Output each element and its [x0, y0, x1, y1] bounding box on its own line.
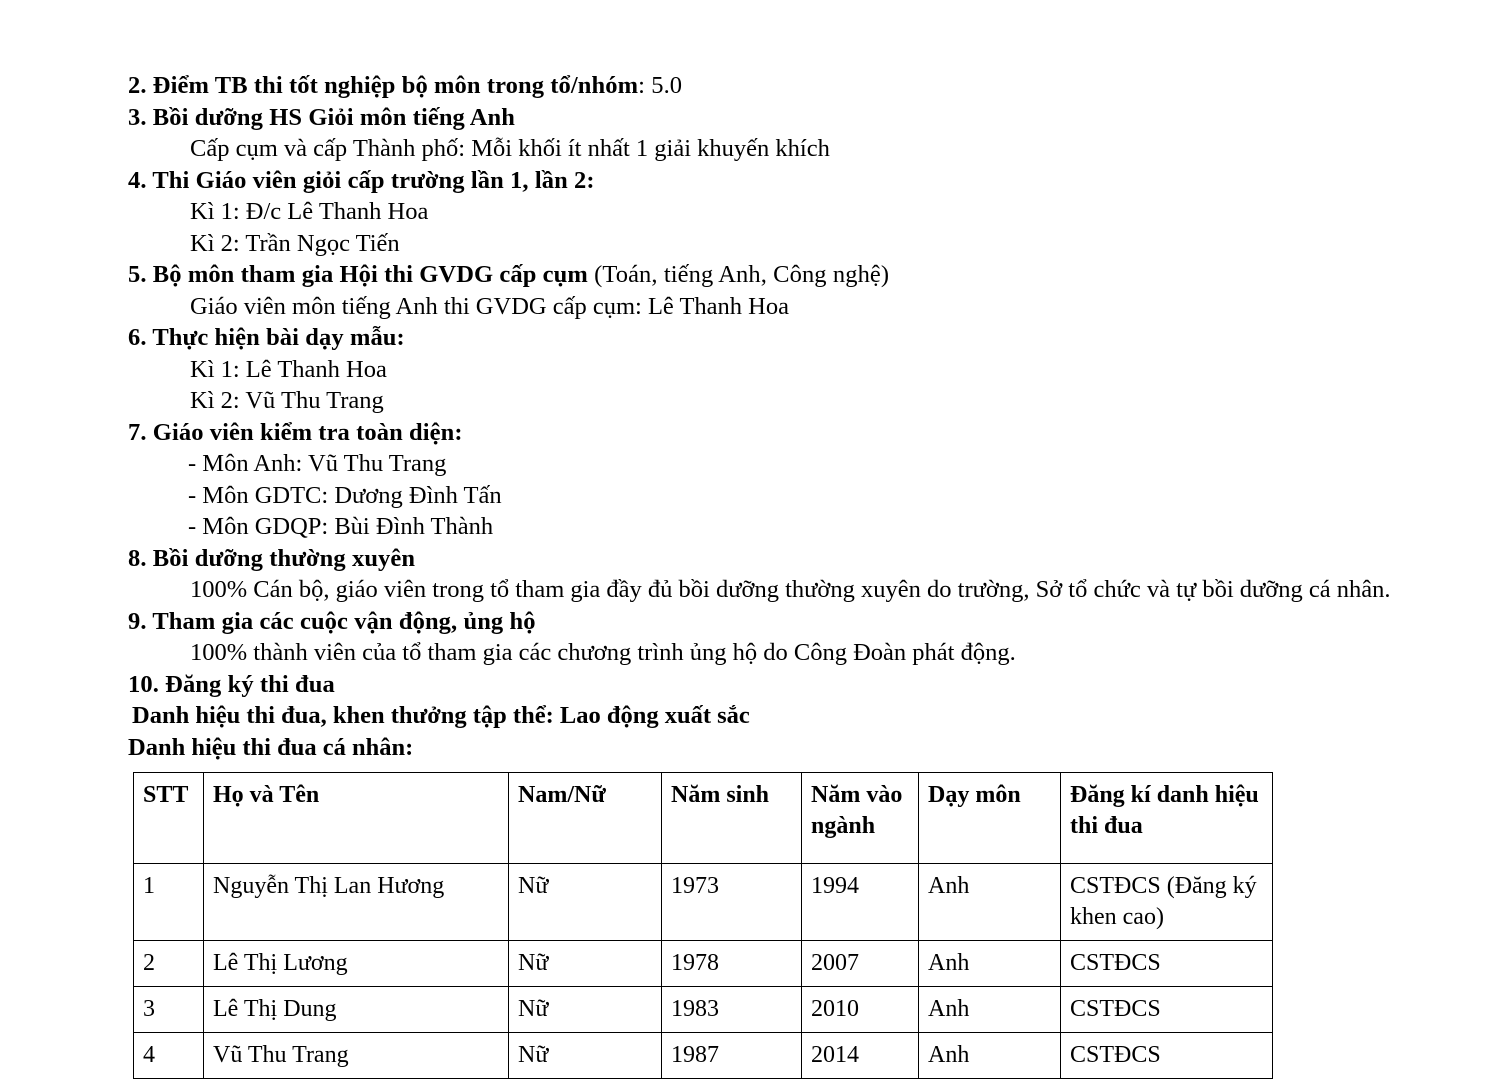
section-heading-bold-text: 6. Thực hiện bài dạy mẫu:: [128, 324, 405, 351]
cell-birth-year: 1987: [662, 1033, 802, 1079]
cell-name: Vũ Thu Trang: [204, 1033, 509, 1079]
section-heading-item-2: [128, 70, 1380, 102]
section-heading-item-6: [128, 322, 1380, 354]
section-detail-line: Kì 2: Trần Ngọc Tiến: [190, 229, 400, 257]
cell-sex: Nữ: [509, 941, 662, 987]
cell-start-year: 2007: [802, 941, 919, 987]
table-row: [134, 941, 1273, 987]
table-header-sex: Nam/Nữ: [509, 773, 662, 864]
cell-name: Lê Thị Lương: [204, 941, 509, 987]
individual-award-line: Danh hiệu thi đua cá nhân:: [128, 733, 414, 761]
table-row: [134, 987, 1273, 1033]
section-detail-line: - Môn GDQP: Bùi Đình Thành: [188, 513, 494, 540]
table-header-subject: Dạy môn: [919, 773, 1061, 864]
section-detail-line: Cấp cụm và cấp Thành phố: Mỗi khối ít nhất 1 giải khuyến khích: [190, 135, 830, 162]
section-heading-item-4: [128, 165, 1380, 197]
emulation-registration-table: [133, 772, 1273, 1079]
section-heading-bold-text: 7. Giáo viên kiểm tra toàn diện:: [128, 418, 463, 446]
cell-award: CSTĐCS: [1061, 941, 1273, 987]
section-heading-bold-text: 8. Bồi dưỡng thường xuyên: [128, 544, 416, 572]
section-heading-item-3: [128, 102, 1380, 134]
section-heading-bold-text: 4. Thi Giáo viên giỏi cấp trường lần 1, lần 2:: [128, 166, 595, 194]
section-detail-line: 100% Cán bộ, giáo viên trong tổ tham gia đầy đủ bồi dưỡng thường xuyên do trường, Sở tổ chức và tự bồi dưỡng cá nhân.: [190, 576, 1391, 603]
cell-sex: Nữ: [509, 1033, 662, 1079]
table-row: [134, 864, 1273, 941]
cell-name: Nguyễn Thị Lan Hương: [204, 864, 509, 941]
cell-sex: Nữ: [509, 864, 662, 941]
document-body: [0, 70, 1500, 763]
section-heading-item-5: [128, 259, 1380, 291]
cell-subject: Anh: [919, 987, 1061, 1033]
section-heading-bold-text: 10. Đăng ký thi đua: [128, 670, 335, 698]
cell-stt: 1: [134, 864, 204, 941]
cell-birth-year: 1973: [662, 864, 802, 941]
section-detail-line: - Môn Anh: Vũ Thu Trang: [188, 450, 447, 477]
section-heading-bold-text: 3. Bồi dưỡng HS Giỏi môn tiếng Anh: [128, 103, 516, 131]
cell-stt: 4: [134, 1033, 204, 1079]
table-header-stt: STT: [134, 773, 204, 864]
section-heading-bold-text: 5. Bộ môn tham gia Hội thi GVDG cấp cụm: [128, 261, 588, 288]
section-heading-item-9: [128, 606, 1380, 638]
cell-start-year: 2014: [802, 1033, 919, 1079]
cell-subject: Anh: [919, 941, 1061, 987]
section-detail-line: Kì 1: Lê Thanh Hoa: [190, 355, 387, 383]
section-heading-tail-text: (Toán, tiếng Anh, Công nghệ): [587, 261, 890, 288]
section-heading-item-8: [128, 543, 1380, 575]
section-detail-line: Kì 1: Đ/c Lê Thanh Hoa: [190, 198, 429, 225]
section-heading-bold-text: 9. Tham gia các cuộc vận động, ủng hộ: [128, 607, 536, 635]
section-detail-line: - Môn GDTC: Dương Đình Tấn: [188, 481, 502, 509]
cell-subject: Anh: [919, 864, 1061, 941]
collective-award-line: Danh hiệu thi đua, khen thưởng tập thể: Lao động xuất sắc: [132, 702, 750, 729]
table-row: [134, 1033, 1273, 1079]
cell-start-year: 2010: [802, 987, 919, 1033]
cell-award: CSTĐCS (Đăng ký khen cao): [1061, 864, 1273, 941]
table-header-row: [134, 773, 1273, 864]
section-detail-line: Giáo viên môn tiếng Anh thi GVDG cấp cụm: Lê Thanh Hoa: [190, 292, 789, 320]
section-detail-line: 100% thành viên của tổ tham gia các chương trình ủng hộ do Công Đoàn phát động.: [190, 639, 1016, 666]
cell-stt: 3: [134, 987, 204, 1033]
cell-birth-year: 1983: [662, 987, 802, 1033]
table-header-start-year: Năm vào ngành: [802, 773, 919, 864]
cell-subject: Anh: [919, 1033, 1061, 1079]
cell-award: CSTĐCS: [1061, 1033, 1273, 1079]
cell-stt: 2: [134, 941, 204, 987]
section-detail-line: Kì 2: Vũ Thu Trang: [190, 387, 384, 414]
registration-table-container: [0, 763, 1500, 1079]
table-header-birth-year: Năm sinh: [662, 773, 802, 864]
cell-birth-year: 1978: [662, 941, 802, 987]
table-header-name: Họ và Tên: [204, 773, 509, 864]
cell-name: Lê Thị Dung: [204, 987, 509, 1033]
table-header-award: Đăng kí danh hiệu thi đua: [1061, 773, 1273, 864]
section-heading-item-7: [128, 417, 1380, 449]
section-heading-item-10: [128, 669, 1380, 701]
section-heading-tail-text: : 5.0: [638, 72, 683, 99]
cell-award: CSTĐCS: [1061, 987, 1273, 1033]
section-heading-bold-text: 2. Điểm TB thi tốt nghiệp bộ môn trong tổ/nhóm: [128, 72, 639, 99]
cell-sex: Nữ: [509, 987, 662, 1033]
cell-start-year: 1994: [802, 864, 919, 941]
